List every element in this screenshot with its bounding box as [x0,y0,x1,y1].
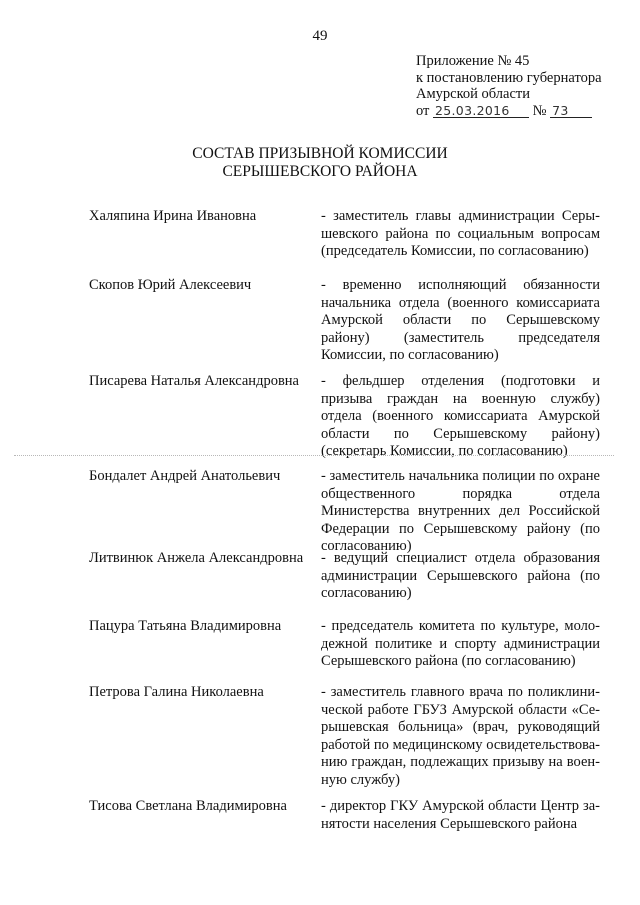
decree-date: 25.03.2016 [433,104,529,118]
number-prefix: № [532,102,547,119]
member-role: - заместитель главы администрации Серышевского района по социальным вопросам (председатель Комиссии, по согласованию) [321,208,600,259]
member-role: - временно исполняющий обязанности начальника отдела (военного комиссариата Амурской области по Серышевскому району) (заместитель председателя Комиссии, по согласованию) [321,277,600,363]
member-name: Пацура Татьяна Владимировна [89,618,282,634]
member-role: - заместитель главного врача по поликлинической работе ГБУЗ Амурской области «Серышевская больница» (врач, руководящий работой по медицинскому освидетельствованию граждан, подлежащих призыву на военную службу) [321,684,600,788]
member-role: - заместитель начальника полиции по охране общественного порядка отдела Министерства внутренних дел Российской Федерации по Серышевскому району (по согласованию) [321,468,600,554]
member-role: - председатель комитета по культуре, молодежной политике и спорту администрации Серышевского района (по согласованию) [321,618,600,669]
appendix-title: Приложение № 45 [416,53,530,69]
member-role: - фельдшер отделения (подготовки и призыва граждан на военную службу) отдела (военного комиссариата Амурской области по Серышевскому району) (секретарь Комиссии, по согласованию) [321,373,600,459]
member-name: Бондалет Андрей Анатольевич [89,468,281,484]
scan-artifact-dotted-line [14,455,614,458]
member-name: Литвинюк Анжела Александровна [89,550,304,566]
appendix-region: Амурской области [416,86,530,102]
page-number: 49 [312,28,328,44]
appendix-decree-ref: к постановлению губернатора [416,69,602,86]
member-name: Халяпина Ирина Ивановна [89,208,257,224]
appendix-date-number-line [416,103,602,120]
appendix-header [416,53,602,119]
member-name: Писарева Наталья Александровна [89,373,299,389]
member-role: - ведущий специалист отдела образования администрации Серышевского района (по согласованию) [321,550,600,601]
member-name: Тисова Светлана Владимировна [89,798,287,814]
date-prefix: от [416,102,430,119]
document-title [0,145,640,181]
title-line-2: СЕРЫШЕВСКОГО РАЙОНА [222,163,418,180]
member-name: Петрова Галина Николаевна [89,684,264,700]
decree-number: 73 [550,104,592,118]
title-line-1: СОСТАВ ПРИЗЫВНОЙ КОМИССИИ [192,145,448,162]
member-role: - директор ГКУ Амурской области Центр занятости населения Серышевского района [321,798,600,832]
member-name: Скопов Юрий Алексеевич [89,277,252,293]
